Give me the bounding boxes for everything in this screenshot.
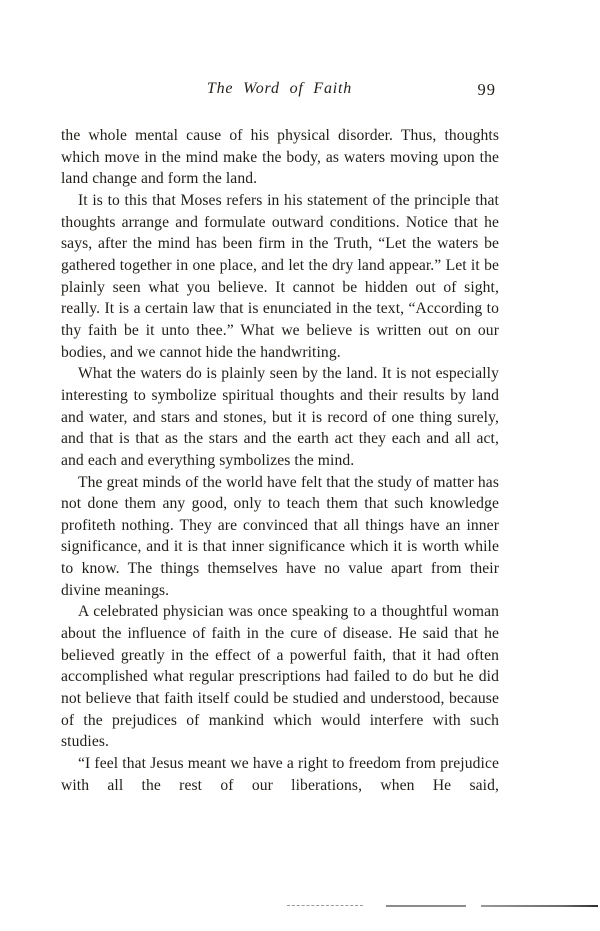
paragraph: A celebrated physician was once speaking to a thoughtful woman about the influence of faith in the cure of disease. He said that he believed greatly in the effect of a powerful faith, that it had often accomplished what regular prescriptions had failed to do but he did not believe that faith itself could be studied and understood, because of the prejudices of mankind which would interfere with such studies. — [61, 603, 499, 751]
paragraph: the whole mental cause of his physical disorder. Thus, thoughts which move in the mind make the body, as waters moving upon the land change and form the land. — [61, 127, 499, 188]
running-title: The Word of Faith — [206, 80, 353, 97]
paragraph: “I feel that Jesus meant we have a right to freedom from prejudice with all the rest of our liberations, when He said, — [61, 755, 499, 794]
scan-artifact-line — [481, 905, 598, 907]
paragraph: What the waters do is plainly seen by the land. It is not especially interesting to symbolize spiritual thoughts and their results by land and water, and stars and stones, but it is record of one thing surely, and that is that as the stars and the earth act they each and all act, and each and everything symbolizes the mind. — [61, 365, 499, 469]
scan-artifact-line — [386, 905, 466, 907]
scan-artifact-line — [287, 905, 363, 908]
paragraph: It is to this that Moses refers in his statement of the principle that thoughts arrange and formulate outward conditions. Notice that he says, after the mind has been firm in the Truth, “Let the waters be gathered together in one place, and let the dry land appear.” Let it be plainly seen what you believe. It cannot be hidden out of sight, really. It is a certain law that is enunciated in the text, “According to thy faith be it unto thee.” What we believe is written out on our bodies, and we cannot hide the handwriting. — [61, 191, 499, 361]
page-header — [61, 80, 498, 100]
paragraph: The great minds of the world have felt that the study of matter has not done them any good, only to teach them that such knowledge profiteth nothing. They are convinced that all things have an inner significance, and it is that inner significance which it is worth while to know. The things themselves have no value apart from their divine meanings. — [61, 473, 499, 599]
page-number: 99 — [477, 80, 496, 99]
page-body — [61, 125, 499, 796]
